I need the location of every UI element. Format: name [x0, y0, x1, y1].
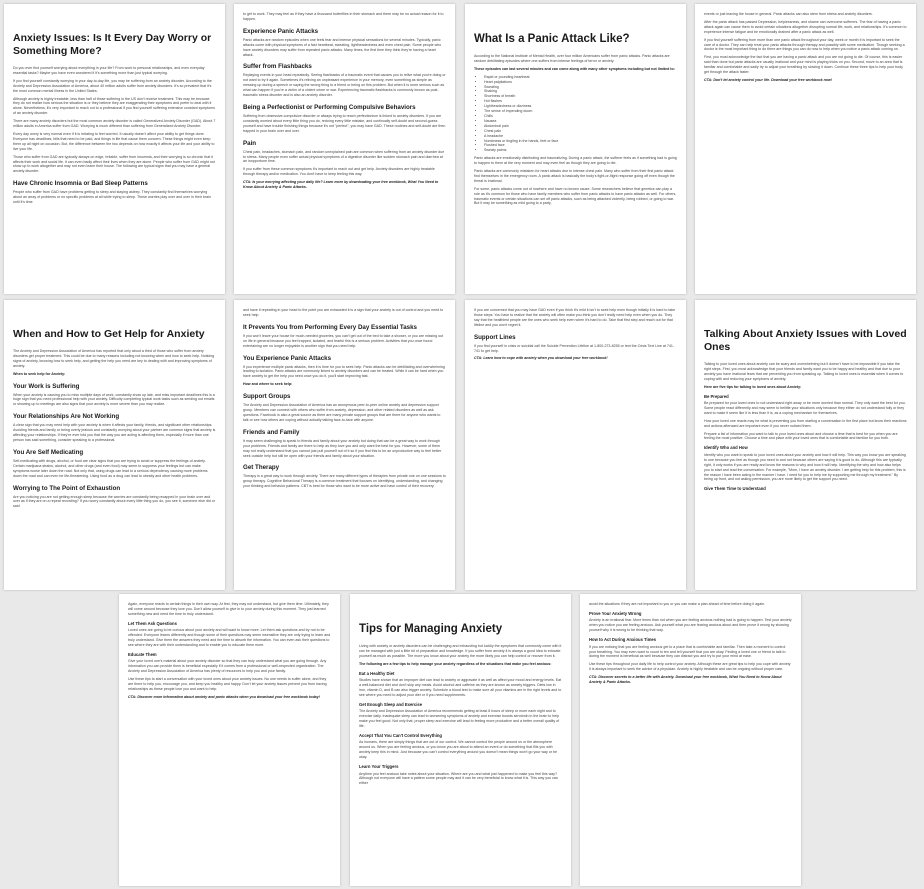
call-to-action: CTA: Is your worrying affecting your daily life? Learn more by downloading your free workbook, What You Need to Know About Anxiety & Panic Attacks. — [243, 180, 439, 190]
subsection-heading: Eat a Healthy Diet — [359, 670, 395, 676]
paragraph: and have it repeating in your head to the point you are exhausted it is a sign that your anxiety is out of control and you need to seek help. — [243, 308, 444, 317]
paragraph: Panic attacks are commonly mistaken for heart attacks due to intense chest pain. Many who suffer from their first panic attack find themselves in the emergency room. A panic attack is basically the body's fight-or-flight response going off even though the threat is irrational. — [474, 169, 675, 183]
section-heading: Support Groups — [243, 393, 291, 401]
lead-in-text: The following are a few tips to help manage your anxiety regardless of the situations that make you feel anxious: — [359, 661, 552, 666]
page-3 — [465, 4, 686, 294]
paragraph: Chest pain, headaches, stomach pain, and random unexplained pain are common when suffering from an anxiety disorder due to stress. Many people even suffer actual physical symptoms of a digestive disorder like sudden stomach pain and diarrhea at an inopportune time. — [243, 149, 445, 164]
section-heading: Support Lines — [474, 333, 516, 341]
symptom-list — [474, 75, 677, 154]
list-item: • Chills — [484, 114, 677, 119]
section-heading: Suffer from Flashbacks — [243, 63, 312, 71]
paragraph: If you are concerned that you may have GAD even if you think it's mild it isn't to seek help even though initially it is hard to take those steps. You have to realize that the anxiety will often make you think you don't really need help even when you do. They say that the healthiest people are the ones who seek help even when it's hard to do. Take that first step and reach out for that lifeline and you won't regret it. — [474, 308, 676, 327]
paragraph: If you are noticing that you are feeling anxious get to a place that is comfortable and familiar. Then take a moment to control your breathing. You may even want to count to ten and tell yourself that you are okay. Finding a loved one or friend to talk to during the moment is beneficial as well because they can distract you and try to put your mind at ease. — [589, 644, 786, 659]
paragraph: If you suffer from these common symptoms it's important to reach out and get help. Anxiety disorders are highly treatable through therapy and/or medication. You don't have to keep feeling this way. — [243, 167, 435, 177]
paragraph: If you find yourself constantly worrying in your day-to-day life, you may be suffering from an anxiety disorder. According to the Anxiety and Depression Association of America, about 40 million adults suffer from anxiety disorders. It's so prevalent that it's the most common mental illness in the United States. — [13, 78, 212, 93]
list-item: • Numbness or tingling in the hands, feet or face — [484, 139, 677, 144]
section-heading: It Prevents You from Performing Every Day Essential Tasks — [243, 323, 418, 331]
paragraph: Loved ones are going to be curious about your anxiety and will want to know more. Let them ask questions and try not to be offended. Everyone learns differently and though some of their questions may seem insensitive they are only trying to learn and truly understand. Give them the answers they need and the time to absorb the information. You can even ask their questions to see where they are with their understanding and to enable you to educate them more. — [128, 628, 331, 647]
subsection-heading: Let Them Ask Questions — [128, 620, 177, 626]
paragraph: events or just leaving the house in general. Panic attacks can also stem from stress and anxiety disorders. — [704, 12, 873, 16]
call-to-action: CTA: Discover secrets to a better life with Anxiety. Download your free workbook, What You Need to Know About Anxiety & Panic Attacks. — [589, 675, 782, 685]
paragraph: If you won't leave your house for much-needed groceries, you can't get out of the bed to take a shower, or you are missing out on life in general because you feel trapped, isolated, and fearful this is a serious problem. Activities that you once found entertaining are no longer enjoyable is another sign that you need help. — [243, 333, 444, 348]
subsection-heading: Get Enough Sleep and Exercise — [359, 701, 423, 707]
paragraph: The Anxiety and Depression Association of America recommends getting at least 8 hours of sleep or more each night and to exercise daily. Inadequate sleep can lead to worsening symptoms of anxiety and exercise boosts serotonin in the brain to help make you feel good. Not only that, proper sleep and exercise will lead to feeling more productive and a better overall quality of life. — [359, 709, 560, 728]
list-item: • Hot flashes — [484, 99, 677, 104]
paragraph: For some, panic attacks come out of nowhere and have no known cause. Some researchers believe that genetics can play a role as it's common for those who have family members who suffer from panic attacks to have panic attacks as well. For others, traumatic events or certain situations can set off panic attacks, such as being attacked violently, being robbed, or going to war. But it may be something as mild going to a party, — [474, 186, 677, 206]
subsection-heading: Be Prepared — [704, 393, 729, 399]
lead-in-text: How and where to seek help: — [243, 382, 293, 387]
paragraph: There are many anxiety disorders but the most common anxiety disorder is called Generalized Anxiety Disorder (GAD). About 7 million adults in America suffer from GAD. Worrying is much different than suffering from Generalized Anxiety Disorder. — [13, 119, 216, 129]
subsection-heading: Identify Who and How — [704, 445, 748, 451]
page-2 — [234, 4, 455, 294]
paragraph: If you experience multiple panic attacks, then it is time for you to seek help. Panic attacks can be debilitating and overwhelming leading to isolation. Panic attacks are commonly linked to anxiety disorders and can be treated. While it can be hard when you have anxiety to get the help you need once you do it, you'll start improving fast. — [243, 364, 445, 379]
page-title: Anxiety Issues: Is It Every Day Worry or Something More? — [13, 32, 212, 57]
paragraph: Be prepared for your loved ones to not understand right away or be more worried than normal. They only want the best for you. Some people react differently and may seem to belittle your situations only because they either do not understand fully or they want to make it seem like it is less than it is, as a coping mechanism for themselves. — [704, 401, 906, 415]
paragraph: Those who suffer from GAD are typically always on edge, irritable, suffer from insomnia, and their worrying is so chronic that it affects their work and social life. It can even badly affect their lives when they are alone. People who suffer from GAD might not show up to work altogether and may not even leave their house. The following are typical signs that you may have a general anxiety disorder. — [13, 154, 215, 174]
call-to-action: CTA: Discover more information about anxiety and panic attacks when you download your free workbook today! — [128, 694, 320, 699]
list-item: • Abdominal pain — [484, 124, 677, 129]
page-1 — [4, 4, 225, 294]
page-7 — [465, 300, 686, 590]
section-heading: Experience Panic Attacks — [243, 27, 319, 35]
page-9 — [119, 594, 340, 886]
paragraph: Replaying events in your head repeatedly. Seeing flashbacks of a traumatic event that causes you to relive what you're doing or not want to try it again. Sometimes it's reliving an unpleasant experience in your memory, even something as simple as messing up during a speech or saying the wrong thing to a friend or being on this problem. But when it is more serious such as what can happen if you're a victim of a violent crime or war. Experiencing traumatic flashbacks is commonly known as post-traumatic stress disorder and is also an anxiety disorder. — [243, 73, 446, 98]
paragraph: According to the National Institute of Mental Health, over four million Americans suffer from panic attacks. Panic attacks are random debilitating episodes where one suffers from intense feelings of terror or anxiety. — [474, 54, 670, 63]
page-5 — [4, 300, 225, 590]
list-item: • Sweating — [484, 85, 677, 90]
paragraph: Every day worry is very normal even if it is irritating to feel worried. It usually doesn't affect your ability to get things done. Everyone has deadlines, bills that need to be paid, and things in life that cause them concern. These things might even keep them up all night on occasion. But, the difference between the two depends on how exactly it affects your life and your ability to live your life. — [13, 131, 215, 151]
paragraph: Prepare a list of information you want to talk to your loved ones about and choose a time that is best for you when you are feeling the most positive. Choose a time and place with your loved ones that is comfortable and familiar for you both. — [704, 431, 898, 441]
list-item: • A headache — [484, 134, 677, 139]
paragraph: Do you ever find yourself worrying about everything in your life? From work to personal relationships, and even everyday essential tasks? Maybe you have even wondered if it's something more than just typical worrying. — [13, 66, 205, 75]
paragraph: Studies have shown that an improper diet can lead to anxiety or aggravate it as well as affect your mood and energy levels. Eat a well-balanced diet and don't skip any meals. Avoid alcohol and caffeine as they are known as anxiety triggers. Diets low in iron, vitamin D, and B can also trigger anxiety. Schedule a blood test to make sure all your vitamins are in the right levels and to see where you need to adjust your diet or if you need supplements. — [359, 678, 562, 697]
subsection-heading: Accept That You Can't Control Everything — [359, 732, 442, 738]
list-item: • The sense of impending doom — [484, 109, 677, 114]
paragraph: Anytime you feel anxious take notes about your situation. Where are you and what just happened to make you feel this way? Although not everyone will have a pattern some people may and it can be very beneficial to know what it is. This way you can either — [359, 771, 558, 786]
page-title: When and How to Get Help for Anxiety — [13, 328, 205, 340]
call-to-action: CTA: Don't let anxiety control your life. Download your free workbook now! — [704, 77, 832, 82]
section-heading: Worrying to The Point of Exhaustion — [13, 484, 121, 492]
paragraph: avoid the situations if they are not important to you or you can make a plan ahead of time before doing it again. — [589, 602, 766, 606]
section-heading: You Experience Panic Attacks — [243, 354, 332, 362]
section-heading: Being a Perfectionist or Performing Compulsive Behaviors — [243, 103, 416, 111]
paragraph: Again, everyone reacts to certain things in their own way. At first, they may not understand, but give them time. Ultimately, they will come around because they love you. Don't allow yourself to give in to your anxiety during this moment. They just learned something new and need the time to truly understand. — [128, 602, 329, 616]
section-heading: Friends and Family — [243, 428, 300, 436]
section-heading: Get Therapy — [243, 464, 280, 472]
page-8 — [695, 300, 916, 590]
list-item: • Flushed face — [484, 143, 677, 148]
page-title: What Is a Panic Attack Like? — [474, 33, 630, 45]
section-heading: Your Work is Suffering — [13, 382, 80, 390]
lead-in-text: Here are five tips for talking to loved ones about Anxiety: — [704, 384, 802, 389]
paragraph: Living with anxiety or anxiety disorders can be challenging and exhausting but luckily the symptoms that commonly come with it can be managed with just a little bit of preparation and knowledge. If you suffer from anxiety it is always a good idea to educate yourself as much as possible. The more you know about your anxiety the more likely you can help control or recover from it. — [359, 644, 562, 658]
paragraph: Use these tips to start a conversation with your loved ones about your anxiety issues. No one needs to suffer alone, and they are there to help you, encourage you, and keep you healthy and happy. Don't let your anxiety issues prevent you from having relationships as these people love you and want to help. — [128, 677, 327, 691]
section-heading: Have Chronic Insomnia or Bad Sleep Patterns — [13, 180, 148, 188]
list-item: • Chest pain — [484, 129, 677, 134]
paragraph: As humans, there are simply things that are out of our control. We cannot control the people around us or the atmosphere around us. When you are feeling anxious, or you know you are about to attend an event or do something that fills you with anxiety keep this in mind. Just because you can't control everything around you doesn't mean things won't go your way or be okay. — [359, 740, 558, 760]
paragraph: to get to work. They may feel as if they have a thousand butterflies in their stomach and there may be no actual reason for it to happen. — [243, 12, 444, 21]
section-heading: Pain — [243, 139, 257, 147]
paragraph: Panic attacks are emotionally distributing and traumatizing. During a panic attack, the sufferer feels as if something bad is going to happen to them at the very moment and may even feel as though they are going to die. — [474, 156, 677, 166]
paragraph: People who suffer from GAD have problems getting to sleep and staying asleep. They constantly find themselves worrying about an array of problems or no specific problems at all while trying to sleep. These worries play over and over in their brain until it's time — [13, 190, 211, 205]
paragraph: If you find yourself in crisis or suicidal call the Suicide Prevention Lifeline at 1-800-273-8255 or text the Crisis Text Line at 741-741 to get help. — [474, 343, 675, 353]
paragraph: First, you must acknowledge the fact that you are having a panic attack and you are not going to die. Of course, this is easier said than done but panic attacks are usually irrational and your mind is playing tricks on you. Second, move to an area that is familiar and comfortable and sadly try to adjust your breathing by slowing it down. Continue these three tips to help your body get through the attack faster. — [704, 55, 903, 75]
list-item: • Nausea — [484, 119, 677, 124]
paragraph: After the panic attack has passed Depression, helplessness, and shame can overcome sufferers. The fear of having a panic attack again can cause them to avoid certain situations altogether disrupting normal life, work, and relationships. It's common to experience intense fatigue and be emotionally drained after a panic attack as well. — [704, 19, 907, 34]
page-4 — [695, 4, 916, 294]
subsection-heading: How to Act During Anxious Times — [589, 637, 657, 643]
paragraph: The Anxiety and Depression Association of America has an anonymous peer-to-peer online anxiety and depression support group. Members can connect with others who suffer from anxiety, depression, and other related disorders as well as ask questions. Facebook is also a great source as there are many private support groups that are there for anyone who wants to talk or see how others are coping without actually talking face-to-face with anyone. — [243, 403, 441, 422]
subsection-heading: Prove Your Anxiety Wrong — [589, 610, 642, 616]
paragraph: If you find yourself suffering from more than one panic attack throughout your day, week or month it is important to seek the care of a doctor. They can help treat your panic attacks through therapy and possibly with some medication. Though seeking a doctor is the most important thing to do there are things you can do now to help when you notice a panic attack coming on. — [704, 37, 905, 52]
list-item: • Heart palpitations — [484, 80, 677, 85]
page-title: Tips for Managing Anxiety — [359, 623, 503, 635]
paragraph: Give your loved one's material about your anxiety disorder so that they can truly understand what you are going through. Any information you can provide them is beneficial especially if it comes from a professional or well-respected organization. The Anxiety and Depression Association of America has plenty of resources to help you and your family. — [128, 659, 327, 674]
paragraph: When your anxiety is causing you to miss multiple days of work, constantly show up late, and miss important deadlines this is a huge sign that you need professional help with your anxiety. Difficulty completing typical work tasks such as sending out emails or showing up to meetings are also signs that your anxiety is more severe than you may realize. — [13, 392, 215, 407]
section-heading: Your Relationships Are Not Working — [13, 413, 120, 421]
paragraph: Therapy is a great way to work through anxiety. There are many different types of therapies from private one on one sessions to group therapy. Cognitive Behavioral Therapy is a common treatment that focuses on identifying, understanding, and changing your thinking and behavior patterns. CBT is best for those who want to be more active and have control of their recovery. — [243, 474, 446, 489]
section-heading: You Are Self Medicating — [13, 448, 84, 456]
page-10 — [350, 594, 571, 886]
list-item: • Shortness of breath — [484, 94, 677, 99]
paragraph: Identify who you want to speak to your loved ones about your anxiety and how it will help. This way you know you are speaking to one because you feel as though you need to and not because others are saying it is good to do. Although this are typically right, it only works if you are ready and know the reasons to why and how it will help. Identifying the why and how also helps you to start and lead the conversation. For example, "Mom, I have an anxiety disorder. I am getting help for this problem, this is the reason I have been acting in the manner I have. I need for you to help me by supporting me through my treatment." By being up front, and not asking permission, you are more likely to get the support you need. — [704, 452, 906, 482]
page-title: Talking About Anxiety Issues with Loved Ones — [704, 328, 907, 353]
paragraph: Are you noticing you are not getting enough sleep because the worries are constantly being recapped in your brain over and over as if they are on a repeat recording? If you worry constantly about every little thing you do, you see it, someone else did or said — [13, 494, 215, 509]
list-item: • Sweaty palms — [484, 148, 677, 153]
paragraph: Talking to your loved ones about anxiety can be scary and overwhelming but it doesn't have to be impossible if you take the right steps. First, you must acknowledge that your friends and family want you to be happy and healthy and that due to your anxiety you have irrational fears that are preventing you from speaking up. Talking to loved ones is essential when it comes to coping with and reducing your symptoms of anxiety. — [704, 362, 904, 381]
paragraph: It may seem challenging to speak to friends and family about your anxiety but doing that can be a great way to work through your problems. Friends and family are there to help as they love you and only want the best for you. However, some of them may not really understand that you cannot just pull yourself out of it so if you find this to be an unproductive way to feel better seek outside help but still be open with your friends and family about your situation. — [243, 438, 442, 458]
paragraph: Although anxiety is highly treatable, less than half of those suffering in the US don't receive treatment. This may be because they do not realize how serious the situation is or they believe they are exaggerating their symptoms and prefer to deal with it alone. Nevertheless, it's very important to reach out to a professional if you find yourself suffering extensive constant symptoms of an anxiety disorder. — [13, 96, 215, 116]
paragraph: Suffering from obsessive-compulsive disorder or always trying to reach perfectionism is linked to anxiety disorders. If you are constantly worried about every little thing you do, redoing every little mistake, and continually self-doubt and second-guess yourself and have trouble finishing things because it's not "perfect", you may have GAD. These routines and self-doubt are then trapped in your brain over and over. — [243, 113, 446, 133]
paragraph: A clear sign that you may need help with your anxiety is when it affects your family, friends, and significant other relationships. Avoiding friends and family or being overly jealous and constantly worrying about your partner are common signs that anxiety is affecting your relationships. If they're ever told you that the way you are acting is affecting them, especially if more than one person has said something, consider speaking to a professional. — [13, 423, 216, 442]
page-11 — [580, 594, 801, 886]
list-item: • Rapid or pounding heartbeat — [484, 75, 677, 80]
lead-in-text: These episodes can last several minutes and can come along with many other symptoms including but not limited to: — [474, 66, 675, 71]
paragraph: Use these tips throughout your daily life to help control your anxiety. Although these are great tips to help you cope with anxiety it is always important to seek the advice of a physician. Anxiety is highly treatable and can be ongoing without proper care. — [589, 662, 791, 672]
paragraph: Panic attacks are random episodes when one feels fear and intense physical sensations for several minutes. Typically, panic attacks come with physical symptoms of a fast heartbeat, sweating, lightheadedness and even chest pain. Some people who have anxiety disorders may suffer from repeated panic attacks. Many times, the first time they think they're having a heart attack. — [243, 37, 442, 57]
subsection-heading: Learn Your Triggers — [359, 764, 399, 769]
paragraph: Anxiety is an irrational fear. More times than not when you are feeling anxious nothing bad is going to happen. Test your anxiety when you notice you are feeling anxious. Ask yourself what you are fearing anxious about and then prove it wrong by showing yourself why it is wrong to be thinking that way. — [589, 618, 792, 633]
paragraph: The Anxiety and Depression Association of America has reported that only about a third of those who suffer from anxiety disorders get proper treatment. This could be due to many reasons including not knowing when and how to seek help. Noticing signs of anxiety, knowing how to seek help, and getting the help you need are key to dealing with and improving symptoms of anxiety. — [13, 349, 215, 368]
subsection-heading: Give Them Time to Understand — [704, 486, 766, 492]
call-to-action: CTA: Learn how to cope with anxiety when you download your free workbook! — [474, 356, 608, 361]
paragraph: How your loved one reacts may be what is preventing you from starting a conversation in the first place but know their reactions and actions afterward are important even if you never noticed them. — [704, 418, 907, 428]
lead-in-text: When to seek help for Anxiety: — [13, 371, 66, 376]
subsection-heading: Educate Them — [128, 651, 157, 657]
list-item: • Shaking — [484, 89, 677, 94]
paragraph: Self-medicating with drugs, alcohol, or food are clear signs that you are trying to avoid or suppress the feelings of anxiety. Certain marijuana strains, alcohol, and other drugs (and even food) may seem to suppress your feelings but can make symptoms worse later down the road. Not only that, using drugs can lead to a serious dependency causing more problems down the road and can even be life-threatening. Using food as a drug can lead to obesity and other health problems. — [13, 458, 208, 478]
page-6 — [234, 300, 455, 590]
list-item: • Lightheadedness or dizziness — [484, 104, 677, 109]
